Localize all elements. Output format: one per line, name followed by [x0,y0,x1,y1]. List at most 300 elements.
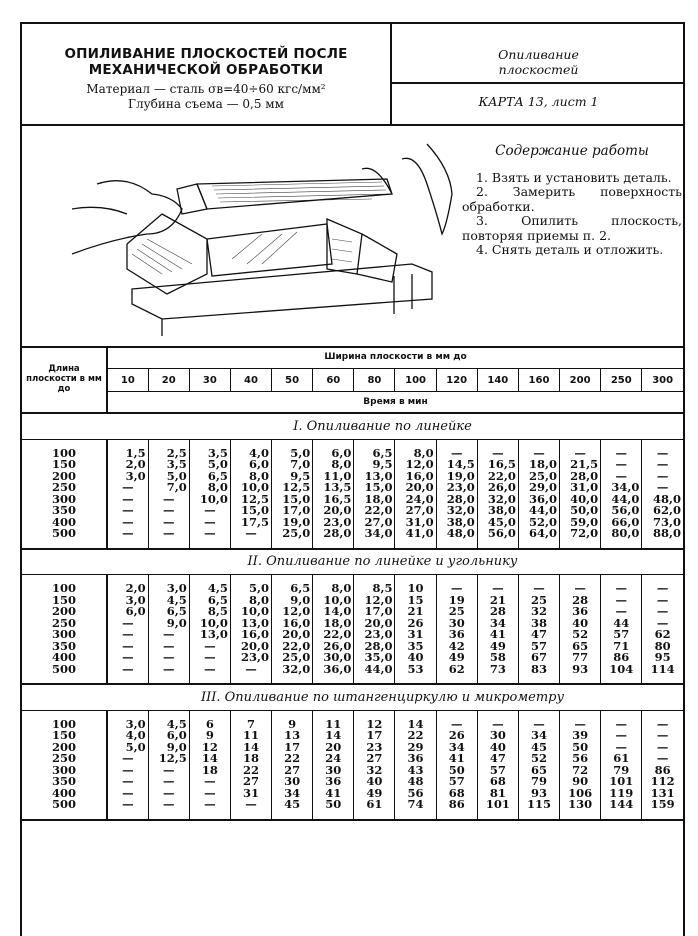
time-cell: 22,0 [477,471,518,483]
time-cell: 80 [642,641,683,653]
table-row [22,528,683,549]
time-cell: 40 [477,742,518,754]
work-content-title: Содержание работы [495,143,649,159]
time-cell: 79 [601,765,642,777]
time-cell: 45 [518,742,559,754]
time-cell: 30 [436,618,477,630]
time-cell: 71 [601,641,642,653]
time-cell: — [189,664,230,685]
time-cell: 61 [354,799,395,820]
time-cell: 18 [230,753,271,765]
material-spec: Материал — сталь σв=40÷60 кгс/мм² [86,82,326,96]
time-cell: — [601,742,642,754]
time-cell: — [642,482,683,494]
time-cell: — [148,505,189,517]
header-details [22,82,390,112]
time-cell: 74 [395,799,436,820]
time-cell: 159 [642,799,683,820]
length-cell: 300 [22,765,107,777]
time-cell: — [122,785,134,800]
time-cell: 32 [518,606,559,618]
time-cell: 65 [518,765,559,777]
time-cell: 86 [436,799,477,820]
time-cell: 9 [189,730,230,742]
table-row [22,439,683,459]
time-cell: 2,5 [148,439,189,459]
length-cell: 150 [22,595,107,607]
time-cell: — [122,514,134,529]
width-column-header: 300 [642,369,683,392]
time-cell: 26 [395,618,436,630]
category-line-1: Опиливание [498,47,579,62]
time-cell: 65 [560,641,601,653]
time-cell: 10,0 [313,595,354,607]
time-cell: — [148,799,189,820]
time-cell: 30 [313,765,354,777]
time-cell: 25,0 [272,528,313,549]
time-cell: — [560,575,601,595]
time-cell: 47 [518,629,559,641]
time-cell: 41 [477,629,518,641]
time-cell: 41 [436,753,477,765]
time-cell: 8,5 [189,606,230,618]
width-values-row [22,369,683,392]
time-cell: 25,0 [272,652,313,664]
time-cell: 112 [642,776,683,788]
time-cell: — [148,641,189,653]
time-cell: — [601,575,642,595]
time-cell: 39 [560,730,601,742]
time-cell: 62 [436,664,477,685]
time-cell: — [148,664,189,685]
time-cell: 8,0 [313,459,354,471]
time-cell: — [642,606,683,618]
time-cell: 48 [395,776,436,788]
time-cell: 17 [272,742,313,754]
time-cell: 3,0 [148,575,189,595]
time-cell: 20,0 [272,629,313,641]
time-cell: — [122,774,134,788]
file-on-workpiece-illustration [32,124,472,344]
length-cell: 400 [22,652,107,664]
time-cell: — [642,459,683,471]
time-cell: 50 [436,765,477,777]
category-label [392,24,685,84]
width-column-header: 50 [272,369,313,392]
time-cell: 57 [518,641,559,653]
time-cell: 57 [477,765,518,777]
table-row [22,710,683,730]
time-cell: 57 [436,776,477,788]
time-cell: 131 [642,788,683,800]
time-cell: 48,0 [436,528,477,549]
time-cell: 6,0 [230,459,271,471]
time-cell: — [122,526,134,540]
time-cell: — [122,650,134,664]
time-cell: 15,0 [354,482,395,494]
time-cell: 62 [642,629,683,641]
time-cell: 50 [560,742,601,754]
width-column-header: 140 [477,369,518,392]
time-cell: 19,0 [436,471,477,483]
time-cell: — [148,652,189,664]
time-cell: 5,0 [189,459,230,471]
length-cell: 100 [22,575,107,595]
time-cell: — [601,471,642,483]
time-cell: 40 [395,652,436,664]
time-cell: 5,0 [272,439,313,459]
time-cell: — [189,528,230,549]
time-cell: 66,0 [601,517,642,529]
width-column-header: 30 [189,369,230,392]
time-cell: 10,0 [189,618,230,630]
time-norms-table [22,346,683,821]
time-cell: 56,0 [601,505,642,517]
width-column-header: 60 [313,369,354,392]
length-cell: 100 [22,439,107,459]
time-cell: — [601,730,642,742]
time-cell: 101 [477,799,518,820]
time-cell: 13,0 [354,471,395,483]
length-cell: 350 [22,776,107,788]
width-column-header: 250 [601,369,642,392]
time-cell: 7,0 [272,459,313,471]
time-cell: 20,0 [313,505,354,517]
bottom-rule-cell [22,820,683,821]
time-cell: 23,0 [354,629,395,641]
length-header: Длина плоскости в мм до [22,346,107,413]
time-cell: 10,0 [230,606,271,618]
time-cell: 106 [560,788,601,800]
time-cell: 36,0 [518,494,559,506]
section-title: III. Опиливание по штангенциркулю и микрометру [200,689,565,705]
time-cell: 16,5 [313,494,354,506]
step-3: 3. Опилить плоскость, повторяя приемы п. 2. [462,213,682,243]
time-cell: 12,0 [395,459,436,471]
time-cell: 79 [518,776,559,788]
time-cell: 93 [560,664,601,685]
time-cell: 80,0 [601,528,642,549]
card-reference: КАРТА 13, лист 1 [478,94,599,109]
table-row [22,575,683,595]
time-cell: 27,0 [354,517,395,529]
operation-card [20,22,685,936]
time-cell: 23,0 [230,652,271,664]
table-bottom-rule [22,820,683,821]
time-cell: 38,0 [436,517,477,529]
time-cell: 17,5 [230,517,271,529]
time-cell: 36 [436,629,477,641]
time-cell: — [230,664,271,685]
time-cell: 88,0 [642,528,683,549]
time-cell: 12 [354,710,395,730]
step-2: 2. Замерить поверхность обработки. [462,184,682,214]
time-cell: 26,0 [477,482,518,494]
time-cell: 23 [354,742,395,754]
time-cell: 5,0 [230,575,271,595]
time-cell: — [601,439,642,459]
length-cell: 250 [22,753,107,765]
time-cell: 6,5 [272,575,313,595]
time-cell: — [122,661,134,676]
time-cell: — [642,618,683,630]
time-cell: 64,0 [518,528,559,549]
time-cell: 9,0 [272,595,313,607]
operation-title [22,46,390,78]
category-line-2: плоскостей [498,62,579,77]
time-cell: 20,0 [354,618,395,630]
time-cell: — [122,627,134,641]
time-cell: — [642,730,683,742]
time-cell: 22 [395,730,436,742]
time-cell: 86 [601,652,642,664]
time-cell: 41,0 [395,528,436,549]
time-cell: 15,0 [230,505,271,517]
time-cell: 23,0 [436,482,477,494]
time-cell: 12,5 [230,494,271,506]
time-cell: 9,0 [148,742,189,754]
time-cell: 18,0 [354,494,395,506]
width-column-header: 80 [354,369,395,392]
time-cell: 86 [642,765,683,777]
time-cell: — [148,517,189,529]
width-column-header: 200 [560,369,601,392]
length-cell: 400 [22,788,107,800]
time-cell: 61 [601,753,642,765]
time-cell: 12,0 [354,595,395,607]
time-cell: 48,0 [642,494,683,506]
time-cell: 28,0 [313,528,354,549]
time-cell: 83 [518,664,559,685]
time-cell: 90 [560,776,601,788]
time-cell: 10,0 [189,494,230,506]
time-cell: 28 [477,606,518,618]
time-cell: 6 [189,710,230,730]
time-cell: 4,0 [230,439,271,459]
time-cell: — [560,710,601,730]
time-cell: 36,0 [313,664,354,685]
time-cell: 44,0 [601,494,642,506]
time-cell: 73,0 [642,517,683,529]
time-cell: 22 [272,753,313,765]
time-cell: 6,0 [313,439,354,459]
time-cell: 59,0 [560,517,601,529]
time-cell: 22 [230,765,271,777]
time-cell: 50 [313,799,354,820]
time-cell: 17,0 [354,606,395,618]
time-cell: — [477,575,518,595]
time-cell: 27 [354,753,395,765]
time-cell: 68 [436,788,477,800]
time-cell: 95 [642,652,683,664]
time-cell: 9,0 [148,618,189,630]
time-cell: 11 [313,710,354,730]
time-cell: 57 [601,629,642,641]
time-cell: 56,0 [477,528,518,549]
time-cell: 18 [189,765,230,777]
time-cell: 19,0 [272,517,313,529]
time-cell: — [122,615,134,630]
time-cell: 40 [354,776,395,788]
time-cell: 8,0 [230,595,271,607]
time-cell: 30 [477,730,518,742]
time-cell: 130 [560,799,601,820]
time-cell: 45 [272,799,313,820]
time-cell: — [642,471,683,483]
time-cell: 27,0 [395,505,436,517]
time-cell: 32 [354,765,395,777]
time-cell: — [189,505,230,517]
time-cell: 36 [395,753,436,765]
width-column-header: 10 [107,369,148,392]
time-cell: 47 [477,753,518,765]
length-cell: 150 [22,730,107,742]
length-cell: 400 [22,517,107,529]
time-cell: 40 [560,618,601,630]
time-cell: — [122,503,134,517]
time-cell: 1,5 [125,445,146,460]
time-cell: 13,5 [313,482,354,494]
length-cell: 100 [22,710,107,730]
time-cell: 35,0 [354,652,395,664]
time-cell: 26,0 [313,641,354,653]
time-cell: 9 [272,710,313,730]
time-cell: 16,0 [230,629,271,641]
time-cell: 6,0 [148,730,189,742]
time-cell: — [122,638,134,653]
time-cell: 29,0 [518,482,559,494]
time-cell: 4,5 [148,710,189,730]
width-header: Ширина плоскости в мм до [107,346,683,369]
time-cell: — [148,494,189,506]
time-cell: 5,0 [125,739,146,754]
time-cell: 17 [354,730,395,742]
time-cell: — [122,797,134,811]
time-cell: 36 [560,606,601,618]
time-cell: 2,0 [125,581,146,595]
time-cell: 6,5 [148,606,189,618]
time-cell: 25,0 [518,471,559,483]
section-title-row [22,684,683,710]
time-cell: 29 [395,742,436,754]
time-cell: 25 [436,606,477,618]
time-cell: 34 [436,742,477,754]
time-cell: — [642,575,683,595]
time-cell: 11,0 [313,471,354,483]
time-cell: 16,0 [395,471,436,483]
time-cell: 13,0 [230,618,271,630]
time-cell: 14,5 [436,459,477,471]
width-column-header: 40 [230,369,271,392]
time-cell: — [477,439,518,459]
time-cell: 3,0 [125,592,146,607]
time-cell: 36 [313,776,354,788]
time-cell: 34,0 [601,482,642,494]
time-cell: — [189,517,230,529]
time-cell: 3,5 [189,439,230,459]
time-cell: — [189,799,230,820]
time-cell: 4,0 [125,728,146,742]
time-cell: 6,5 [354,439,395,459]
length-cell: 300 [22,494,107,506]
time-cell: 38 [518,618,559,630]
time-cell: 14,0 [313,606,354,618]
time-cell: 44,0 [518,505,559,517]
time-cell: — [601,595,642,607]
time-cell: 4,5 [189,575,230,595]
time-cell: 9,5 [272,471,313,483]
time-cell: 14 [313,730,354,742]
time-cell: — [122,491,134,506]
time-cell: — [189,776,230,788]
time-cell: 44,0 [354,664,395,685]
time-cell: 25 [518,595,559,607]
time-cell: 3,0 [125,468,146,483]
time-cell: 21 [395,606,436,618]
time-cell: 50,0 [560,505,601,517]
time-cell: — [642,753,683,765]
length-cell: 500 [22,799,107,820]
time-cell: 31 [230,788,271,800]
time-cell: 32,0 [272,664,313,685]
time-cell: — [642,595,683,607]
time-cell: — [436,710,477,730]
time-cell: 28 [560,595,601,607]
time-cell: — [436,575,477,595]
length-cell: 500 [22,528,107,549]
time-cell: 16,5 [477,459,518,471]
step-4: 4. Снять деталь и отложить. [476,242,664,257]
time-cell: 30 [272,776,313,788]
time-cell: 8,0 [189,482,230,494]
time-cell: 32,0 [436,505,477,517]
time-cell: 20,0 [230,641,271,653]
table-row [22,799,683,820]
time-cell: 34 [272,788,313,800]
time-cell: 21 [477,595,518,607]
time-cell: — [642,710,683,730]
work-content [462,124,682,258]
time-cell: 3,5 [148,459,189,471]
title-line-2: МЕХАНИЧЕСКОЙ ОБРАБОТКИ [88,62,324,78]
time-cell: 24 [313,753,354,765]
time-cell: 73 [477,664,518,685]
width-column-header: 20 [148,369,189,392]
time-cell: 42 [436,641,477,653]
time-cell: 24,0 [395,494,436,506]
card-header [22,24,683,126]
time-cell: 8,5 [354,575,395,595]
time-cell: 12,5 [272,482,313,494]
time-cell: 101 [601,776,642,788]
time-cell: 21,5 [560,459,601,471]
length-cell: 200 [22,742,107,754]
time-cell: 17,0 [272,505,313,517]
time-cell: 7,0 [148,482,189,494]
time-cell: 77 [560,652,601,664]
time-cell: — [601,710,642,730]
time-cell: 115 [518,799,559,820]
time-cell: 27 [272,765,313,777]
time-cell: 28,0 [354,641,395,653]
time-cell: 19 [436,595,477,607]
time-cell: 12 [189,742,230,754]
table-row [22,664,683,685]
time-cell: 31,0 [395,517,436,529]
time-cell: 23,0 [313,517,354,529]
time-cell: — [189,788,230,800]
length-cell: 500 [22,664,107,685]
